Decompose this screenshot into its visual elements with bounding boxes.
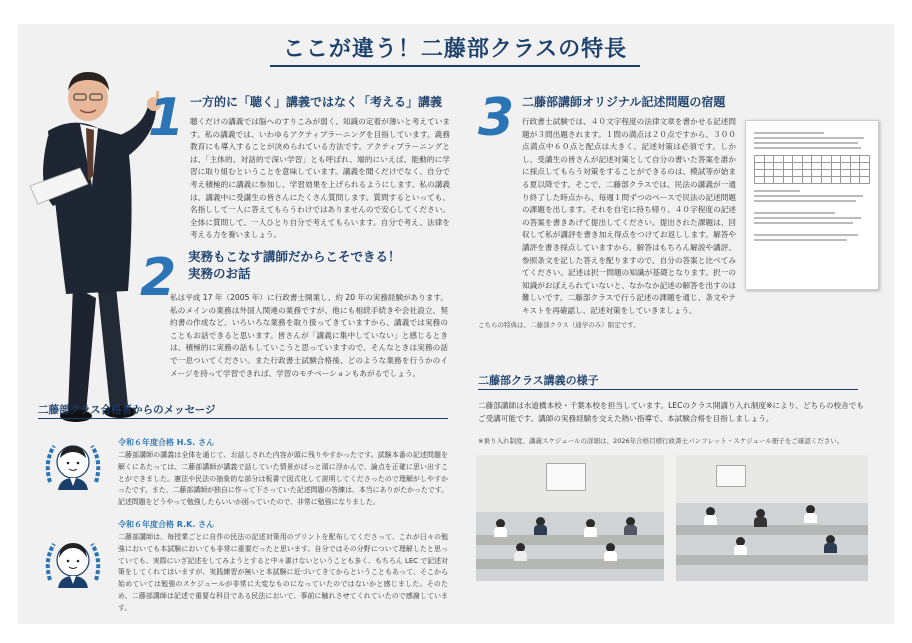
title-underline bbox=[270, 65, 640, 67]
graduate-avatar-icon bbox=[40, 432, 106, 498]
classroom-photo bbox=[476, 455, 664, 581]
message-1-name: 令和６年度合格 H.S. さん bbox=[118, 438, 215, 447]
section-2-heading: 実務もこなす講師だからこそできる！ 実務のお話 bbox=[188, 249, 401, 281]
section-1-number: 1 bbox=[148, 88, 185, 148]
page-title: ここが違う！二藤部クラスの特長 bbox=[282, 37, 628, 62]
message-1-body: 二藤部講師の講義は全体を通じて、お話しされた内容が頭に残りやすかったです。試験本番の記述問題を解くにあたっては、二藤部講師が講義で話していた情景がぱっと頭に浮かんで、論点を正確に思い出すことができました。憲法や民法の抽象的な部分は板書で図式化して説明してくださったので理解がしやすかったです。また、二藤部講師が独自に作って下さっていた記述問題の答練は、本当にありがたかったです。記述問題をどうやって勉強したらいいか困っていたので、非常に勉強になりました。 bbox=[118, 451, 448, 507]
section-2-number: 2 bbox=[140, 248, 177, 308]
messages-heading: 二藤部クラス合格者からのメッセージ bbox=[38, 404, 216, 416]
section-3-heading: 二藤部講師オリジナル記述問題の宿題 bbox=[522, 95, 726, 109]
class-section-body: 二藤部講師は水道橋本校・千葉本校を担当しています。LECのクラス開講り入れ制度※により、どちらの校舎でもご受講可能です。講師の実務経験を交えた熱い指導で、本試験合格を目指しましょう。 bbox=[478, 401, 864, 423]
message-2-name: 令和６年度合格 R.K. さん bbox=[118, 520, 215, 529]
section-1-body: 聴くだけの講義では脳へのすりこみが弱く、知識の定着が薄いと考えています。私の講義では、いわゆるアクティブラーニングを目指しています。義務教育にも導入することが決められている方法です。アクティブラーニングとは、「主体的、対話的で深い学習」とも呼ばれ、端的にいえば、能動的に学習に取り組むということを意味しています。講義を聞くだけでなく、自分で考え積極的に講義に参加し、学習効果を上げられるようにします。私の講義は、講義中に受講生の皆さんにたくさん質問します。質問するといっても、名指しして一人に答えてもらうわけではありませんので安心してください。全体に質問して、一人ひとり自分で考えてもらいます。自分で考え、法律を考える力を養いましょう。 bbox=[190, 117, 450, 240]
teacher-photo bbox=[18, 36, 168, 426]
section-3-body: 行政書士試験では、４０文字程度の法律文章を書かせる記述問題が３問出題されます。１問の満点は２０点ですから、３００点満点中６０点と配点は大きく、記述対策は必須です。しかし、受講生の皆さんが記述対策として自分の書いた答案を誰かに採点してもらう対策をすることができるのは、模試等が始まる夏以降です。そこで、二藤部クラスでは、民法の講義が一通り終了した時点から、毎週１問ずつのペースで民法の記述問題の課題を出します。それを自宅に持ち帰り、４０字程度の記述の答案を書きあげて提出してください。提出された課題は、回収して私が講評を書き加え得点をつけてお返しします。解答や講評を書き採点していますから、解答はもちろん解説や講評、参照条文を記した答えを配りますので、自分の答案と比べてみてください。記述は択一問題の知識が基礎となります。択一の知識がおぼえられていないと、なかなか記述の解答を出すのは難しいです。二藤部クラスで行う記述の課題を通じ、条文やテキストを再確認し、記述対策をしていきましょう。 bbox=[522, 117, 736, 315]
classroom-photo bbox=[676, 455, 868, 581]
section-1-heading: 一方的に「聴く」講義ではなく「考える」講義 bbox=[190, 95, 443, 109]
sample-assignment-sheet bbox=[745, 120, 879, 290]
section-3-number: 3 bbox=[478, 88, 515, 148]
message-2-body: 二藤部講師は、毎授業ごとに自作の民法の記述対策用のプリントを配布してくださって、これが日々の勉強においても本試験においても非常に重要だったと思います。自分ではその分野について理解したと思っていても、実際にいざ記述をしてみようとすると中々書けないということも多く、もちろん LEC で記述対策をしてくれてはいますが、実践練習が無いと本試験に近づいてきてからということもあって、そこから始めていては勉強のスケジュールが非常に大変なものになっていたのではないかと感じました。そのため、二藤部講師は記述で重要な科目である民法において、事前に触れさせてくれていたので感謝しています。 bbox=[118, 533, 448, 612]
graduate-avatar-icon bbox=[40, 530, 106, 596]
class-section-note: ※乗り入れ制度、講義スケジュールの詳細は、2026年合格目標行政書士パンフレット・スケジュール冊子をご確認ください。 bbox=[478, 437, 844, 445]
section-2-body: 私は平成 17 年（2005 年）に行政書士開業し、約 20 年の実務経験があります。私のメインの業務は外国人関連の業務ですが、他にも相続手続きや会社設立、契約書の作成など、いろいろな業務を取り扱ってきていますから、講義では実務のこともお話できると思います。皆さんが「講義に集中していない」と感じるときは、積極的に実務の話もしていこうと思っていますので、そんなときは実務の話で一息ついてください。また行政書士試験合格後、どのような業務を行うかのイメージを持って学習できれば、学習のモチベーションもあがるでしょう。 bbox=[170, 293, 448, 378]
class-section-heading-wrap bbox=[478, 372, 599, 388]
messages-underline bbox=[38, 418, 448, 419]
sample-note: こちらの特典は、二藤部クラス（通学のみ）限定です。 bbox=[478, 321, 640, 329]
class-section-heading: 二藤部クラス講義の様子 bbox=[478, 374, 599, 387]
class-section-underline bbox=[478, 389, 858, 390]
